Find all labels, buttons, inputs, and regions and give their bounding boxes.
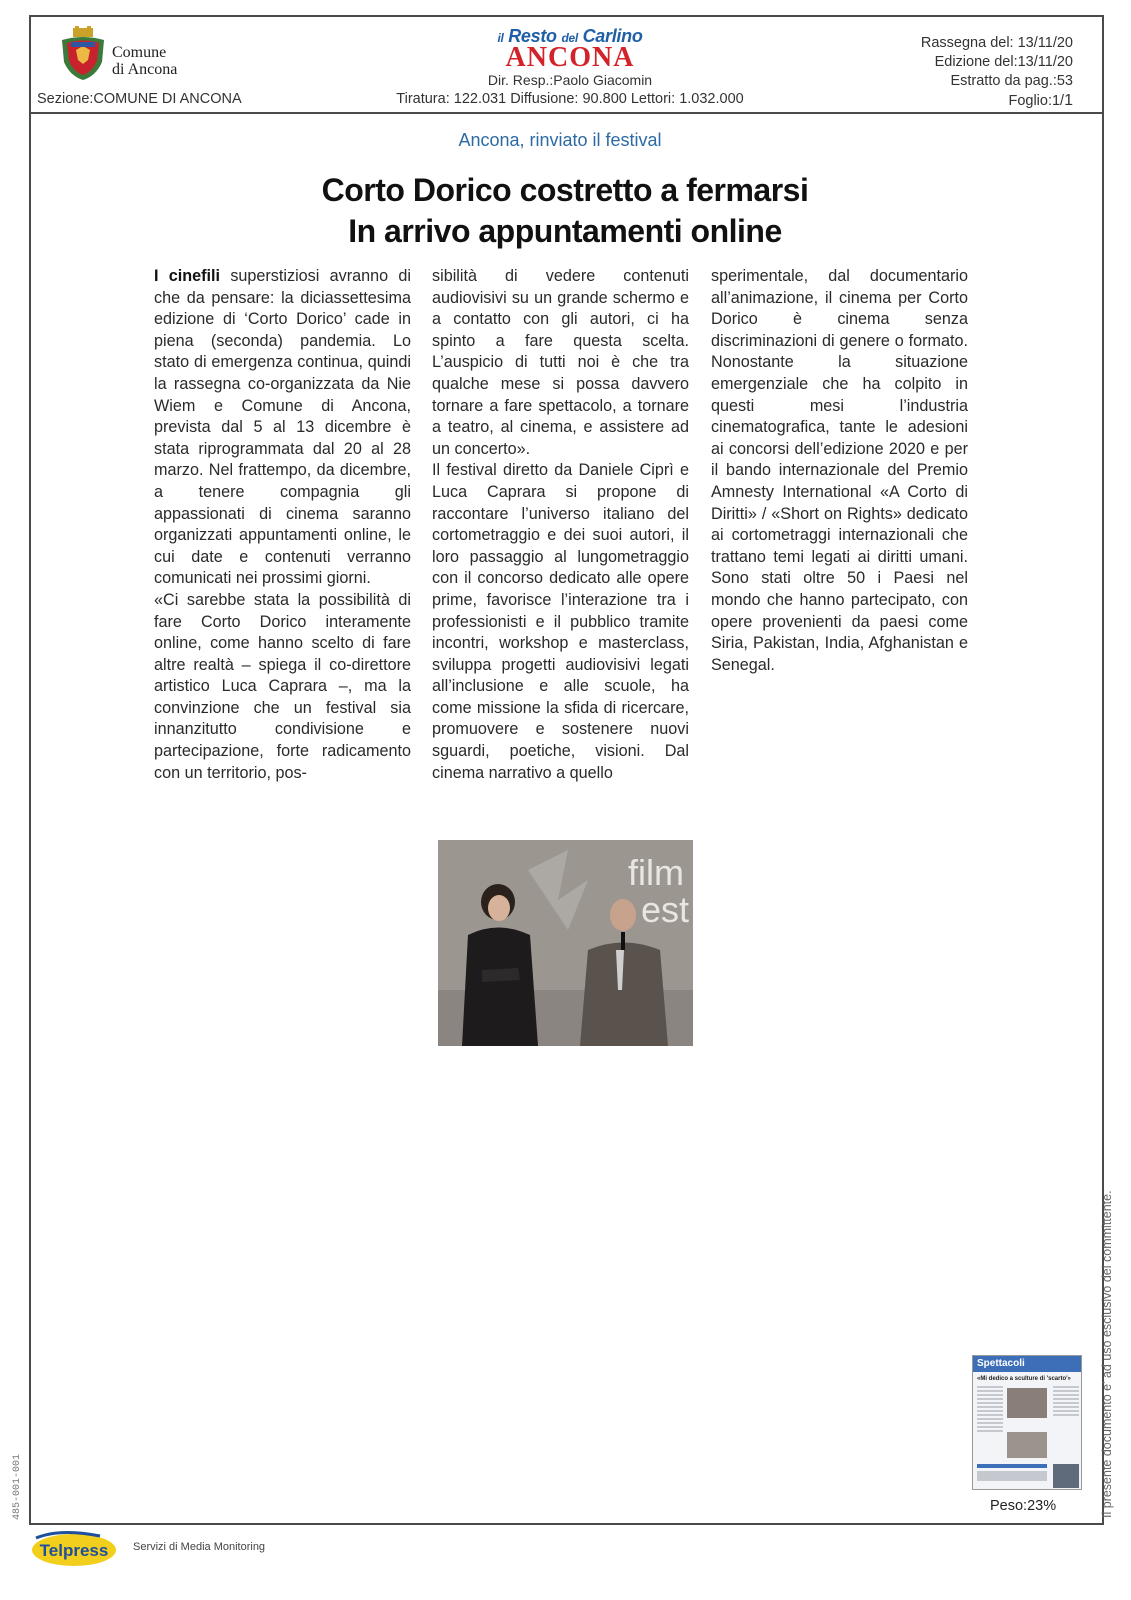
header-divider xyxy=(29,112,1104,114)
column-1-paragraph-1 xyxy=(154,266,411,590)
photo-scene xyxy=(438,840,693,1046)
comune-crest-icon xyxy=(58,26,108,82)
column-1-paragraph-1-text: superstiziosi avranno di che da pensare: la diciassettesima edizione di ‘Corto Dorico’ cade in piena (seconda) pandemia. Lo stato di emergenza continua, quindi la rassegna co-organizzata da Nie Wiem e Comune di Ancona, prevista dal 5 al 13 dicembre è stata riprogrammata dal 20 al 28 marzo. Nel frattempo, da dicembre, a tenere compagnia gli appassionati di cinema saranno organizzati appuntamenti online, le cui date e contenuti verranno comunicati nei prossimi giorni. xyxy=(154,267,411,588)
foglio xyxy=(921,91,1073,111)
photo-backdrop-text-2: est xyxy=(641,889,690,930)
article-weight: Peso:23% xyxy=(990,1498,1057,1514)
director-line: Dir. Resp.:Paolo Giacomin xyxy=(487,72,653,88)
masthead-il: il xyxy=(497,31,504,45)
comune-name-line1: Comune xyxy=(112,44,167,61)
column-1-paragraph-2: «Ci sarebbe stata la possibilità di fare Corto Dorico interamente online, come hanno scelto di fare altre realtà – spiega il co-direttore artistico Luca Caprara –, ma la convinzione che un festival sia innanzitutto condivisione e partecipazione, forte radicamento con un territorio, pos- xyxy=(154,590,411,782)
thumbnail-layout-preview xyxy=(973,1384,1082,1490)
headline-line2: In arrivo appuntamenti online xyxy=(348,213,782,249)
article-photo xyxy=(438,840,693,1046)
edizione-date: Edizione del:13/11/20 xyxy=(934,54,1073,70)
masthead-resto: Resto xyxy=(508,26,557,46)
foglio-value: 1 xyxy=(1064,92,1073,109)
footer-service: Servizi di Media Monitoring xyxy=(133,1541,266,1553)
masthead-city: ANCONA xyxy=(505,42,635,73)
article-headline xyxy=(200,170,930,252)
usage-notice: Il presente documento e' ad uso esclusivo del committente. xyxy=(1100,1190,1114,1518)
foglio-label: Foglio:1/ xyxy=(1008,93,1065,109)
comune-name-line2: di Ancona xyxy=(112,61,178,78)
headline-line1: Corto Dorico costretto a fermarsi xyxy=(321,172,809,208)
press-review-meta xyxy=(921,34,1073,111)
page-thumbnail xyxy=(972,1355,1082,1490)
article-column-2 xyxy=(432,266,689,784)
article-lead: I cinefili xyxy=(154,267,221,285)
photo-backdrop-text-1: film xyxy=(628,852,684,893)
rassegna-date: Rassegna del: 13/11/20 xyxy=(920,35,1073,51)
circulation-line: Tiratura: 122.031 Diffusione: 90.800 Lettori: 1.032.000 xyxy=(396,91,744,107)
estratto-page: Estratto da pag.:53 xyxy=(950,73,1073,89)
column-3-paragraph-1: sperimentale, dal documentario all’animazione, il cinema per Corto Dorico è cinema senza discriminazioni di genere o formato. Nonostante la situazione emergenziale che ha colpito in questi mesi l’industria cinematografica, tante le adesioni ai concorsi dell’edizione 2020 e per il bando internazionale del Premio Amnesty International «A Corto di Diritti» / «Short on Rights» dedicato ai cortometraggi internazionali che trattano temi legati ai diritti umani. Sono stati oltre 50 i Paesi nel mondo che hanno partecipato, con opere provenienti da paesi come Siria, Pakistan, India, Afghanistan e Senegal. xyxy=(711,267,968,674)
masthead-del: del xyxy=(561,31,578,45)
document-code: 485-001-001 xyxy=(12,1453,23,1520)
article-kicker: Ancona, rinviato il festival xyxy=(458,130,662,150)
column-2-paragraph-1: sibilità di vedere contenuti audiovisivi su un grande schermo e a contatto con gli autori, ci ha spinto a fare questa scelta. L’auspicio di tutti noi è che tra qualche mese si possa davvero tornare a fare spettacolo, a tornare a teatro, al cinema, e assistere ad un concerto». xyxy=(432,267,689,458)
thumbnail-section: Spettacoli xyxy=(977,1358,1025,1369)
section-label: Sezione:COMUNE DI ANCONA xyxy=(37,91,242,107)
telpress-logo-icon xyxy=(30,1530,118,1568)
comune-name xyxy=(112,44,177,78)
masthead-carlino: Carlino xyxy=(582,26,643,46)
thumbnail-headline: «Mi dedico a sculture di 'scarto'» xyxy=(977,1376,1071,1382)
telpress-brand: Telpress xyxy=(39,1541,109,1560)
column-2-paragraph-2: Il festival diretto da Daniele Ciprì e Luca Caprara si propone di raccontare l’universo italiano del cortometraggio e dei suoi autori, il loro passaggio al lungometraggio con il concorso dedicato alle opere prime, favorisce l’interazione tra i professionisti e il pubblico tramite incontri, workshop e masterclass, sviluppa progetti audiovisivi legati all’inclusione e alle scuole, ha come missione la sfida di ricercare, promuovere e sostenere nuovi sguardi, poetiche, visioni. Dal cinema narrativo a quello xyxy=(432,461,689,782)
article-column-1 xyxy=(154,266,411,784)
article-column-3 xyxy=(711,266,968,676)
